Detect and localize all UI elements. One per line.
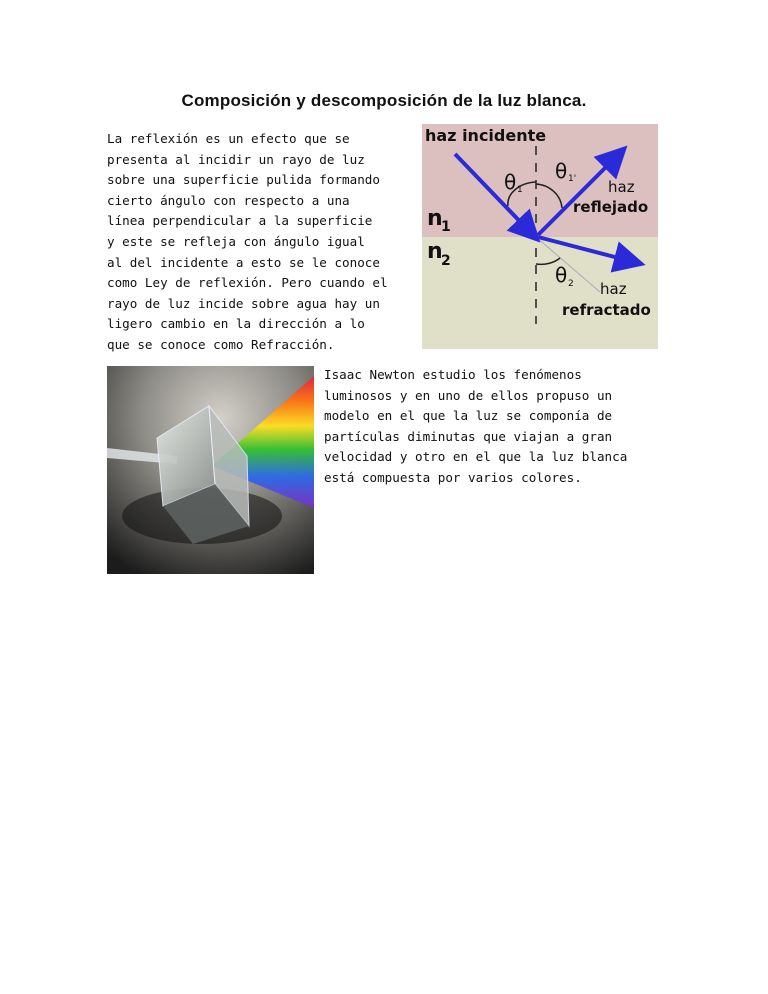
theta1p-symbol: θ — [555, 159, 568, 183]
theta1p-subscript: 1' — [568, 174, 577, 184]
reflected-label-1: haz — [608, 178, 635, 196]
theta2-subscript: 2 — [568, 279, 574, 289]
prism-photo — [107, 366, 314, 574]
page-title: Composición y descomposición de la luz blanca. — [181, 91, 587, 110]
newton-paragraph: Isaac Newton estudio los fenómenos luminosos y en uno de ellos propuso un modelo en el que la luz se componía de partículas diminutas que viajan a gran velocidad y otro en el que la luz blanca está compuesta por varios colores. — [324, 367, 628, 485]
reflected-label-2: reflejado — [573, 198, 649, 216]
n1-label: n — [427, 206, 443, 231]
incident-label: haz incidente — [425, 126, 547, 145]
refraction-diagram — [422, 124, 658, 349]
prism-photo-svg — [107, 366, 314, 574]
refracted-label-2: refractado — [562, 301, 651, 319]
reflection-paragraph: La reflexión es un efecto que se presenta al incidir un rayo de luz sobre una superficie pulida formando cierto ángulo con respecto a una línea perpendicular a la superficie y este se refleja con ángulo igual al del incidente a esto se le conoce como Ley de reflexión. Pero cuando el rayo de luz incide sobre agua hay un ligero cambio en la dirección a lo que se conoce como Refracción. — [107, 131, 388, 352]
theta1-subscript: 1 — [517, 185, 523, 195]
theta1-symbol: θ — [504, 170, 517, 194]
theta2-symbol: θ — [555, 263, 568, 287]
refracted-label-1: haz — [600, 280, 627, 298]
n2-label: n — [427, 239, 443, 264]
n2-subscript: 2 — [441, 253, 451, 269]
refraction-diagram-svg — [422, 124, 658, 349]
n1-subscript: 1 — [441, 219, 451, 235]
